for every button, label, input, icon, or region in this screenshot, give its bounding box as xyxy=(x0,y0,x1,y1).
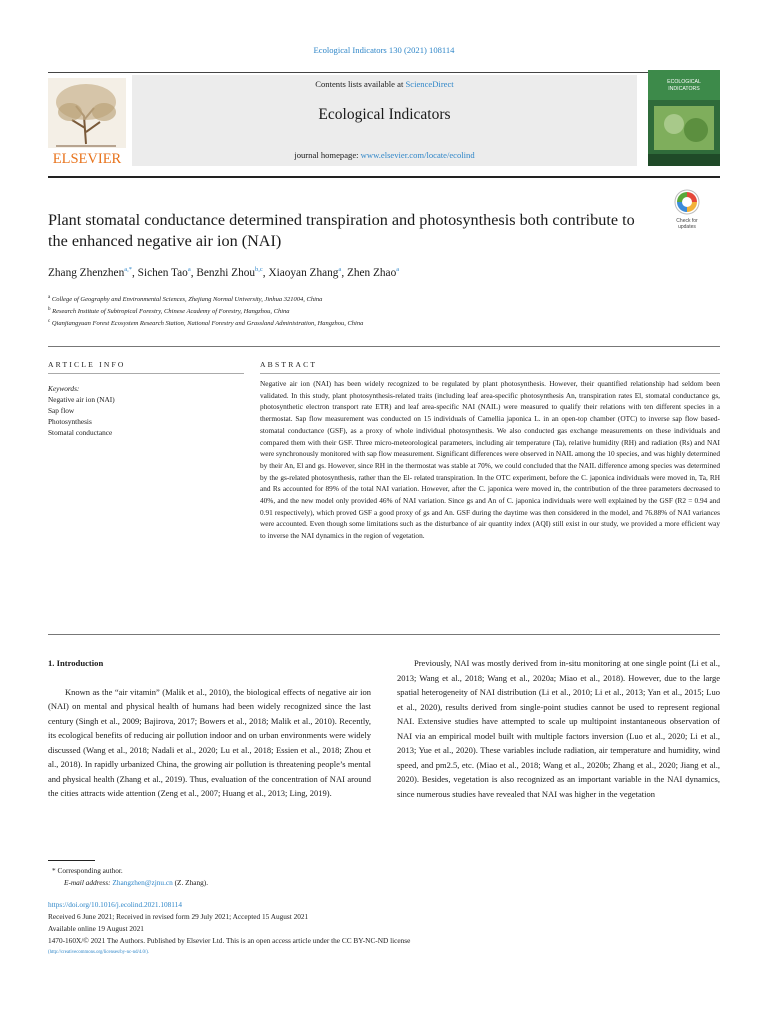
intro-paragraph-2: Previously, NAI was mostly derived from in-situ monitoring at one single point (Li et al., 2013; Wang et al., 2018; Wang et al., 2020a; Miao et al., 2018). However, due to the large spatial heterogeneity of NAI distribution (Li et al., 2010; Li et al., 2013; Yan et al., 2015; Luo et al., 2020), results derived from single-point studies cannot be used to represent regional NAI. Extensive studies have attempted to scale up multipoint instantaneous observation of NAI via an empirical model built with multiple factors inversion (Luo et al., 2020; Li et al., 2013; Yue et al., 2020). These variables include radiation, air temperature and humidity, wind speed, and pm2.5, etc. (Miao et al., 2018; Wang et al., 2020b; Zhang et al., 2020; Jiang et al., 2020). Besides, vegetation is also recognized as an important variable in the NAI dynamics, since numerous studies have revealed that NAI was higher in the vegetation xyxy=(397,658,720,799)
header-thick-rule xyxy=(48,176,720,178)
cover-title-2: INDICATORS xyxy=(668,86,700,92)
intro-paragraph-1: Known as the “air vitamin” (Malik et al., 2010), the biological effects of negative air ion (NAI) on mental and physical health of humans had been widely recognized since the last century (Singh et al., 2009; Bajirova, 2017; Bowers et al., 2018; Malik et al., 2010). Recently, its ecological benefits of reducing air pollution indoor and on urban environments were widely discussed (Wang et al., 2018; Nadali et al., 2020; Lu et al., 2018; Essien et al., 2018; Zhou et al., 2018). In rapidly urbanized China, the growing air pollution is threatening people’s mental and physical health (Zhang et al., 2019). Thus, evaluation of the concentration of NAI around the cities attracts wide attention (Zeng et al., 2007; Huang et al., 2013; Ling, 2019). xyxy=(48,686,371,798)
email-suffix: (Z. Zhang). xyxy=(172,878,209,887)
article-info-heading: ARTICLE INFO xyxy=(48,360,126,369)
available-online: Available online 19 August 2021 xyxy=(48,924,144,933)
keyword-item: Stomatal conductance xyxy=(48,428,113,437)
corresponding-author-note: * Corresponding author. xyxy=(52,866,123,875)
header-rule xyxy=(48,72,720,73)
keyword-item: Sap flow xyxy=(48,406,75,415)
keyword-item: Photosynthesis xyxy=(48,417,92,426)
homepage-line xyxy=(132,150,637,160)
check-for-updates-badge[interactable] xyxy=(671,187,703,231)
author-list: Zhang Zhenzhen$^{a,*}$, Sichen Tao$^a$, Benzhi Zhou$^{b,c}$, Xiaoyan Zhang$^a$, Zhen Zhao$^a$ xyxy=(48,266,400,279)
author-affiliation-marker[interactable]: a xyxy=(338,266,342,273)
intro-right-column xyxy=(397,656,720,801)
affiliation-a: $^a$ College of Geography and Environmental Sciences, Zhejiang Normal University, Jinhua 321004, China xyxy=(48,295,323,304)
affiliation-b: $^b$ Research Institute of Subtropical Forestry, Chinese Academy of Forestry, Hangzhou, China xyxy=(48,307,290,316)
doi-link[interactable]: https://doi.org/10.1016/j.ecolind.2021.108114 xyxy=(48,900,182,909)
homepage-link[interactable]: www.elsevier.com/locate/ecolind xyxy=(360,150,475,160)
intro-heading: 1. Introduction xyxy=(48,658,104,668)
author-affiliation-marker[interactable]: b,c xyxy=(255,266,263,273)
check-updates-icon xyxy=(671,187,703,231)
intro-left-column xyxy=(48,656,371,801)
keywords-label: Keywords: xyxy=(48,384,80,393)
sciencedirect-link[interactable]: ScienceDirect xyxy=(405,79,454,89)
author-name[interactable]: Sichen Tao xyxy=(137,266,188,279)
license-line: 1470-160X/© 2021 The Authors. Published by Elsevier Ltd. This is an open access article under the CC BY-NC-ND license xyxy=(48,936,411,945)
license-link[interactable]: (http://creativecommons.org/licenses/by-nc-nd/4.0/). xyxy=(48,950,150,955)
author-affiliation-marker[interactable]: a xyxy=(187,266,191,273)
contents-line xyxy=(132,79,637,89)
article-title: Plant stomatal conductance determined transpiration and photosynthesis both contribute to the enhanced negative air ion (NAI) xyxy=(48,211,635,250)
author-name[interactable]: Xiaoyan Zhang xyxy=(268,266,339,279)
email-label: E-mail address: xyxy=(64,878,113,887)
svg-text:updates: updates xyxy=(678,224,696,230)
elsevier-logo xyxy=(46,76,128,168)
section-rule xyxy=(48,346,720,347)
cover-image-icon xyxy=(648,70,720,166)
elsevier-tree-icon xyxy=(46,76,128,168)
contents-prefix: Contents lists available at xyxy=(315,79,406,89)
journal-reference[interactable]: Ecological Indicators 130 (2021) 108114 xyxy=(313,45,455,55)
author-affiliation-marker[interactable]: a xyxy=(396,266,400,273)
article-info-rule xyxy=(48,373,244,374)
received-dates: Received 6 June 2021; Received in revised form 29 July 2021; Accepted 15 August 2021 xyxy=(48,912,309,921)
cover-title: ECOLOGICAL xyxy=(667,79,701,85)
elsevier-wordmark: ELSEVIER xyxy=(52,151,122,167)
footnote-rule xyxy=(48,860,95,861)
author-name[interactable]: Zhang Zhenzhen xyxy=(48,266,125,279)
journal-title: Ecological Indicators xyxy=(318,106,451,123)
abstract-heading: ABSTRACT xyxy=(260,360,318,369)
author-name[interactable]: Benzhi Zhou xyxy=(196,266,256,279)
abstract-text: Negative air ion (NAI) has been widely recognized to be regulated by plant photosynthesis. However, their quantified relationship had seldom been validated. In this study, plant photosynthesis-related traits (including leaf area-specific photosynthesis An, transpiration rates El, stomatal conductance gs, photosynthetic electron transport rate ETR) and leaf area-specific NAI (NAIL) were measured to qualify their relations with ten different species in a thermostat. Sap flow measurement was conducted on 15 individuals of Camellia japonica L. in an open-top chamber (OTC) to inverse sap flow based-stomatal conductance (GSF), as a proxy of whole individual photosynthesis. We also conducted gas exchange measurements on these individuals and compared them with their GSF. Three micro-meteorological parameters, including air temperature (Ta), relative humidity (RH) and radiation (Rs) and NAI were synchronously monitored with sap flow measurement. Significant differences were observed in NAIL among the 10 species, and was highly determined by their An, El and gs. However, since RH in the thermostat was stable at 70%, we could concluded that the NAIL difference among species was determined by the gs-related photosynthesis, rather than the El- related transpiration. In the OTC experiment, before the C. japonica individuals were moved in, Ta, RH and Rs accounted for 89% of the total NAI variation. However, after the C. japonica were moved in, the contribution of the three parameters decreased to 40%, and the new model only provided 46% of NAI variation. Since gs and An of C. japonica individuals were well explained by the GSF (R2 = 0.94 and 0.91 respectively), which proved GSF a good proxy of gs and An. GSF during the daytime was then considered in the model, and 76.88% of NAI variances were accounted. Even though some limitations such as the disturbance of air quantity index (AQI) still exist in our study, we provided a more efficient way to inverse the NAI dynamics in the region of vegetation. xyxy=(260,379,720,541)
abstract-end-rule xyxy=(48,634,720,635)
email-link[interactable]: Zhangzhen@zjnu.cn xyxy=(112,878,173,887)
homepage-prefix: journal homepage: xyxy=(294,150,361,160)
author-affiliation-marker[interactable]: a,* xyxy=(124,266,132,273)
keyword-item: Negative air ion (NAI) xyxy=(48,395,115,404)
author-name[interactable]: Zhen Zhao xyxy=(346,266,397,279)
email-line xyxy=(64,877,208,888)
keywords-block xyxy=(48,383,115,438)
journal-cover[interactable] xyxy=(648,70,720,166)
svg-text:Check for: Check for xyxy=(676,218,698,224)
affiliation-c: $^c$ Qianjiangyuan Forest Ecosystem Research Station, National Forestry and Grassland Administration, Hangzhou, China xyxy=(48,319,364,328)
abstract-rule xyxy=(260,373,720,374)
